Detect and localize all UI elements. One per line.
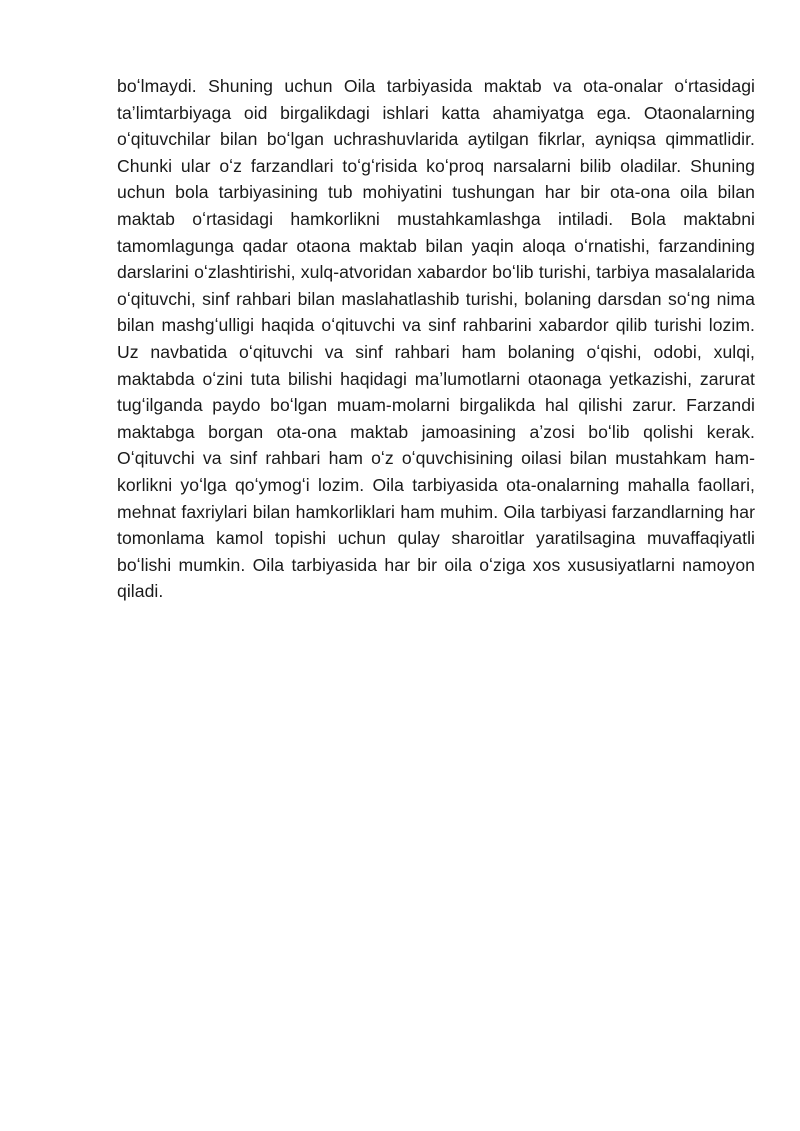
body-paragraph: boʻlmaydi. Shuning uchun Oila tarbiyasida maktab va ota-onalar oʻrtasidagi taʼlimtarbiyaga oid birgalikdagi ishlari katta ahamiyatga ega. Otaonalarning oʻqituvchilar bilan boʻlgan uchrashuvlarida aytilgan fikrlar, ayniqsa qimmatlidir. Chunki ular oʻz farzandlari toʻgʻrisida koʻproq narsalarni bilib oladilar. Shuning uchun bola tarbiyasining tub mohiyatini tushungan har bir ota-ona oila bilan maktab oʻrtasidagi hamkorlikni mustahkamlashga intiladi. Bola maktabni tamomlagunga qadar otaona maktab bilan yaqin aloqa oʻrnatishi, farzandining darslarini oʻzlashtirishi, xulq-atvoridan xabardor boʻlib turishi, tarbiya masalalarida oʻqituvchi, sinf rahbari bilan maslahatlashib turishi, bolaning darsdan soʻng nima bilan mashgʻulligi haqida oʻqituvchi va sinf rahbarini xabardor qilib turishi lozim. Uz navbatida oʻqituvchi va sinf rahbari ham bolaning oʻqishi, odobi, xulqi, maktabda oʻzini tuta bilishi haqidagi maʼlumotlarni otaonaga yetkazishi, zarurat tugʻilganda paydo boʻlgan muam-molarni birgalikda hal qilishi zarur. Farzandi maktabga borgan ota-ona maktab jamoasining aʼzosi boʻlib qolishi kerak. Oʻqituvchi va sinf rahbari ham oʻz oʻquvchisining oilasi bilan mustahkam ham-korlikni yoʻlga qoʻymogʻi lozim. Oila tarbiyasida ota-onalarning mahalla faollari, mehnat faxriylari bilan hamkorliklari ham muhim. Oila tarbiyasi farzandlarning har tomonlama kamol topishi uchun qulay sharoitlar yaratilsagina muvaffaqiyatli boʻlishi mumkin. Oila tarbiyasida har bir oila oʻziga xos xususiyatlarni namoyon qiladi. xyxy=(117,76,755,602)
